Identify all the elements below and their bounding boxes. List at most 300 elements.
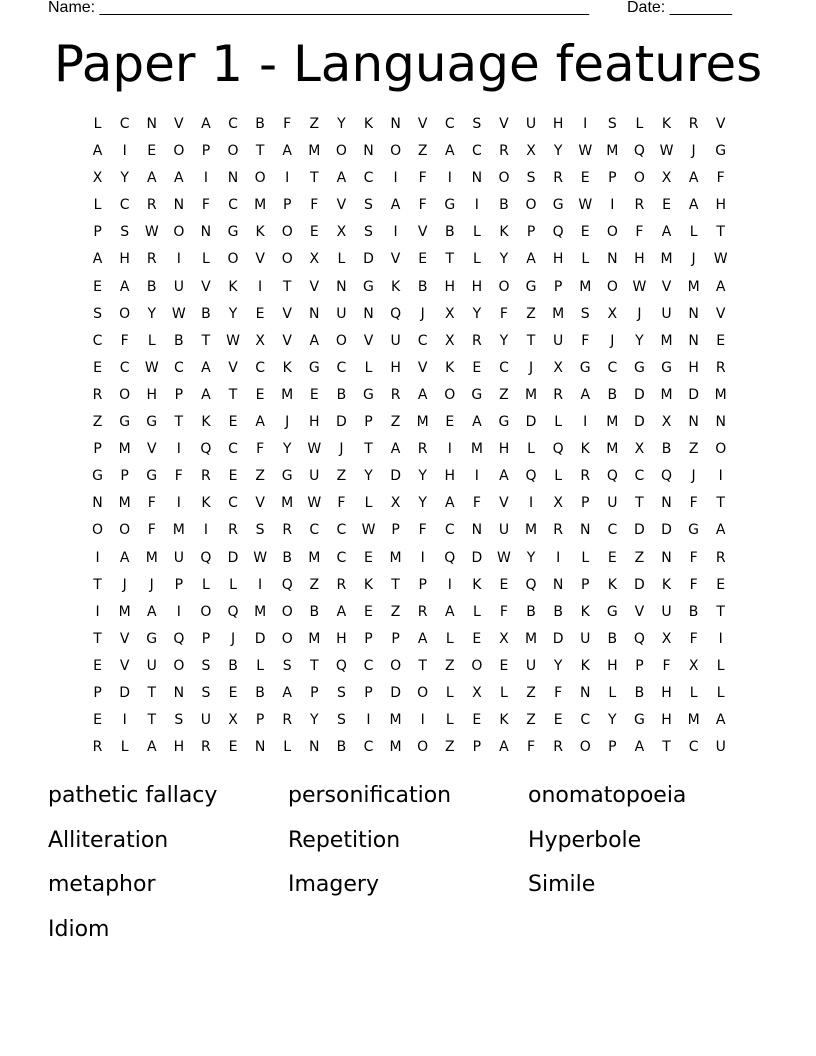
grid-letter: A [282,684,292,701]
grid-letter: A [92,251,103,268]
grid-letter: U [553,332,564,349]
grid-letter: U [309,468,320,485]
grid-letter: W [144,359,159,376]
grid-letter: A [444,495,455,512]
grid-letter: O [227,251,239,268]
grid-letter: B [255,116,265,132]
grid-letter: U [525,657,537,674]
grid-letter: Z [390,414,401,431]
grid-letter: J [285,414,290,431]
grid-letter: G [688,522,700,539]
grid-letter: F [337,495,346,512]
grid-letter: Y [228,305,238,322]
grid-letter: J [122,576,127,593]
grid-letter: S [201,684,211,701]
grid-letter: Q [552,441,564,458]
grid-letter: M [687,712,700,729]
grid-letter: B [282,549,292,566]
grid-letter: N [363,143,374,160]
grid-letter: B [255,684,265,701]
grid-letter: U [173,549,184,566]
grid-letter: T [147,712,157,729]
grid-letter: P [93,224,102,241]
grid-letter: Z [526,684,536,701]
word-list [48,778,788,956]
grid-letter: M [687,278,700,295]
grid-letter: F [716,170,725,187]
grid-letter: O [335,143,347,160]
grid-letter: Q [552,224,564,241]
grid-letter: E [364,603,373,620]
grid-letter: P [581,576,590,593]
grid-letter: A [715,522,726,539]
grid-letter: F [635,224,644,241]
grid-letter: W [632,278,647,295]
grid-letter: Z [309,576,320,593]
grid-letter: B [607,386,618,403]
grid-letter: O [281,251,293,268]
grid-letter: C [336,359,347,376]
grid-letter: C [228,495,238,512]
grid-letter: J [420,305,425,322]
grid-letter: I [474,197,479,214]
grid-letter: X [309,251,320,268]
grid-letter: S [607,116,617,132]
grid-letter: V [363,332,374,349]
grid-letter: B [228,657,238,674]
grid-letter: I [95,603,100,620]
grid-letter: D [634,414,645,431]
grid-letter: E [364,549,373,566]
grid-letter: Z [336,468,347,485]
grid-letter: R [553,170,563,187]
grid-letter: N [552,576,564,593]
grid-letter: N [661,549,672,566]
grid-letter: L [608,684,617,701]
grid-letter: P [201,143,211,160]
grid-letter: I [203,170,208,187]
grid-letter: Y [282,441,292,458]
grid-letter: I [122,143,127,160]
grid-letter: R [92,739,103,756]
grid-letter: N [607,251,618,268]
grid-letter: O [335,332,347,349]
grid-letter: X [499,630,509,647]
grid-letter: M [525,522,538,539]
grid-letter: D [634,576,645,593]
grid-letter: F [174,468,183,485]
grid-letter: E [716,576,726,593]
grid-letter: C [336,522,347,539]
grid-letter: Q [525,468,537,485]
grid-letter: L [202,576,210,593]
grid-letter: D [390,684,401,701]
grid-letter: M [118,441,131,458]
grid-letter: D [227,549,239,566]
grid-letter: T [526,332,536,349]
grid-letter: I [393,224,398,241]
grid-letter: I [176,441,181,458]
grid-letter: X [390,495,401,512]
grid-letter: A [336,603,347,620]
grid-letter: W [307,441,322,458]
grid-letter: A [715,712,726,729]
grid-letter: O [92,522,104,539]
grid-letter: E [228,414,238,431]
grid-letter: C [607,522,618,539]
grid-letter: H [607,657,618,674]
grid-letter: Q [173,630,185,647]
grid-letter: R [390,386,401,403]
grid-letter: U [580,630,591,647]
grid-letter: D [254,630,266,647]
grid-letter: F [554,684,563,701]
grid-letter: E [472,630,482,647]
grid-letter: P [553,278,563,295]
grid-letter: O [173,224,185,241]
grid-letter: X [607,305,618,322]
grid-letter: Z [634,549,645,566]
grid-letter: K [363,116,374,132]
grid-letter: N [688,332,699,349]
grid-letter: I [583,116,588,132]
grid-letter: T [391,576,400,593]
grid-letter: A [444,143,455,160]
grid-letter: N [471,522,483,539]
grid-letter: C [92,332,103,349]
grid-letter: Z [499,386,509,403]
grid-letter: Y [553,143,563,160]
grid-letter: B [146,278,157,295]
grid-letter: A [526,251,536,268]
grid-letter: B [201,305,211,322]
grid-letter: Y [526,549,536,566]
grid-letter: O [606,224,618,241]
grid-letter: D [471,549,483,566]
grid-letter: V [634,603,645,620]
grid-letter: V [282,332,292,349]
grid-letter: B [336,739,347,756]
grid-letter: I [447,576,452,593]
grid-letter: P [93,441,102,458]
grid-letter: L [689,224,698,241]
grid-letter: H [119,251,130,268]
grid-letter: X [661,170,672,187]
grid-letter: A [499,739,509,756]
grid-letter: V [390,251,401,268]
grid-letter: F [256,441,265,458]
grid-letter: C [444,116,455,132]
grid-letter: X [228,712,238,729]
grid-letter: G [146,414,158,431]
grid-letter: Y [608,712,617,729]
grid-letter: R [715,359,726,376]
grid-letter: Q [281,576,293,593]
grid-letter: R [553,739,563,756]
grid-letter: E [228,468,238,485]
grid-letter: P [201,630,211,647]
grid-letter: M [281,386,294,403]
grid-letter: I [366,712,371,729]
grid-letter: W [171,305,186,322]
grid-letter: T [716,495,725,512]
grid-letter: R [471,332,482,349]
grid-letter: F [418,170,427,187]
grid-letter: R [282,522,293,539]
grid-letter: I [474,468,479,485]
grid-letter: O [498,170,510,187]
grid-letter: Q [633,143,645,160]
grid-letter: T [174,414,184,431]
name-field-label: Name: _______________________________________________________ [48,0,589,16]
grid-letter: J [691,143,696,160]
word-list-item: onomatopoeia [528,783,687,808]
grid-letter: S [255,522,265,539]
grid-letter: U [200,712,212,729]
grid-letter: M [254,197,267,214]
grid-letter: W [361,522,376,539]
grid-letter: I [447,170,452,187]
grid-letter: G [606,603,618,620]
grid-letter: A [661,224,672,241]
grid-letter: V [336,197,347,214]
grid-letter: I [176,251,181,268]
grid-letter: B [607,630,618,647]
grid-letter: R [634,197,645,214]
grid-letter: A [146,170,157,187]
grid-letter: J [610,332,615,349]
grid-letter: M [145,549,158,566]
grid-letter: N [173,197,185,214]
grid-letter: A [417,386,428,403]
grid-letter: R [715,549,726,566]
grid-letter: I [393,170,398,187]
grid-letter: X [444,305,455,322]
grid-letter: T [364,441,373,458]
grid-letter: O [390,143,402,160]
word-list-item: Idiom [48,916,110,942]
grid-letter: O [525,197,537,214]
grid-letter: A [92,143,103,160]
grid-letter: U [498,522,510,539]
grid-letter: M [172,522,185,539]
grid-letter: F [120,332,129,349]
grid-letter: K [580,441,590,458]
grid-letter: Y [499,251,509,268]
grid-letter: Y [418,495,427,512]
grid-letter: C [173,359,184,376]
grid-letter: K [580,603,590,620]
grid-letter: L [716,684,725,701]
grid-letter: U [390,332,401,349]
grid-letter: L [337,251,346,268]
grid-letter: P [364,684,373,701]
grid-letter: R [417,603,428,620]
grid-letter: O [173,143,185,160]
grid-letter: C [688,739,699,756]
grid-letter: I [447,441,452,458]
grid-letter: M [470,441,483,458]
grid-letter: B [309,603,320,620]
grid-letter: L [364,495,373,512]
grid-letter: L [527,441,535,458]
grid-letter: J [339,441,344,458]
grid-letter: Q [525,576,537,593]
grid-letter: N [227,170,239,187]
grid-letter: J [691,251,696,268]
grid-letter: M [606,414,619,431]
grid-letter: A [201,386,211,403]
grid-letter: D [525,414,537,431]
grid-letter: O [606,278,618,295]
grid-letter: H [471,278,483,295]
grid-letter: C [363,739,374,756]
grid-letter: C [336,549,347,566]
grid-letter: F [662,657,671,674]
grid-letter: B [174,332,184,349]
grid-letter: A [472,414,482,431]
grid-letter: O [444,386,456,403]
grid-letter: X [336,224,347,241]
grid-letter: S [526,170,536,187]
grid-letter: S [336,684,346,701]
grid-letter: K [390,278,401,295]
grid-letter: N [173,684,185,701]
grid-letter: E [147,143,157,160]
grid-letter: P [364,630,373,647]
grid-letter: H [715,197,726,214]
grid-letter: U [661,603,672,620]
grid-letter: U [525,116,537,132]
grid-letter: K [228,278,238,295]
grid-letter: Z [444,739,455,756]
grid-letter: E [716,332,726,349]
grid-letter: Y [635,332,644,349]
grid-letter: L [120,739,129,756]
grid-letter: O [281,603,293,620]
grid-letter: X [255,332,265,349]
grid-letter: Z [688,441,699,458]
grid-letter: V [417,224,428,241]
grid-letter: G [579,359,591,376]
grid-letter: R [499,143,509,160]
grid-letter: L [581,549,590,566]
grid-letter: T [310,657,319,674]
grid-letter: K [255,224,265,241]
grid-letter: W [226,332,240,349]
grid-letter: J [230,630,236,647]
grid-letter: F [418,522,427,539]
grid-letter: W [578,143,593,160]
grid-letter: A [634,739,645,756]
grid-letter: G [471,386,483,403]
grid-letter: T [255,143,265,160]
grid-letter: I [176,603,181,620]
grid-letter: P [608,170,617,187]
grid-letter: N [146,116,157,132]
grid-letter: P [120,468,129,485]
grid-letter: Y [310,712,319,729]
word-list-item: Hyperbole [528,827,642,853]
grid-letter: C [119,359,130,376]
grid-letter: E [499,576,509,593]
grid-letter: I [176,495,181,512]
grid-letter: S [174,712,184,729]
grid-letter: E [255,386,265,403]
grid-letter: K [445,359,455,376]
grid-letter: J [149,576,154,593]
grid-letter: D [363,251,374,268]
grid-letter: L [472,251,481,268]
grid-letter: H [661,684,672,701]
grid-letter: E [228,684,238,701]
grid-letter: H [552,251,564,268]
grid-letter: Q [390,305,402,322]
grid-letter: N [688,305,699,322]
grid-letter: G [92,468,103,485]
grid-letter: O [633,170,645,187]
grid-letter: T [662,739,671,756]
grid-letter: Y [553,657,563,674]
grid-letter: O [119,386,131,403]
grid-letter: M [308,143,321,160]
grid-letter: R [228,522,238,539]
grid-letter: A [715,278,726,295]
grid-letter: Q [227,603,239,620]
grid-letter: A [309,332,320,349]
grid-letter: N [579,684,591,701]
grid-letter: G [525,278,537,295]
grid-letter: S [472,116,482,132]
grid-letter: N [579,522,591,539]
grid-letter: V [119,657,130,674]
grid-letter: P [93,684,102,701]
grid-letter: O [471,657,483,674]
grid-letter: I [258,278,263,295]
grid-letter: N [688,414,699,431]
grid-letter: F [147,522,156,539]
grid-letter: T [228,386,238,403]
grid-letter: N [715,414,726,431]
grid-letter: X [526,143,536,160]
grid-letter: P [282,197,292,214]
grid-letter: O [281,224,293,241]
grid-letter: G [661,359,672,376]
grid-letter: P [174,576,184,593]
grid-letter: D [634,386,645,403]
grid-letter: O [254,170,266,187]
grid-letter: O [579,739,591,756]
grid-letter: M [525,386,538,403]
grid-letter: V [119,630,130,647]
grid-letter: Y [337,116,346,132]
grid-letter: O [498,278,510,295]
grid-letter: H [552,116,564,132]
grid-letter: T [201,332,211,349]
grid-letter: E [580,170,590,187]
word-list-item: metaphor [48,872,156,897]
grid-letter: F [310,197,319,214]
grid-letter: Z [309,116,320,132]
grid-letter: B [444,224,455,241]
grid-letter: P [310,684,319,701]
grid-letter: A [580,386,591,403]
grid-letter: P [581,495,590,512]
grid-letter: E [255,305,265,322]
grid-letter: C [228,441,238,458]
grid-letter: G [119,414,131,431]
grid-letter: E [607,549,617,566]
